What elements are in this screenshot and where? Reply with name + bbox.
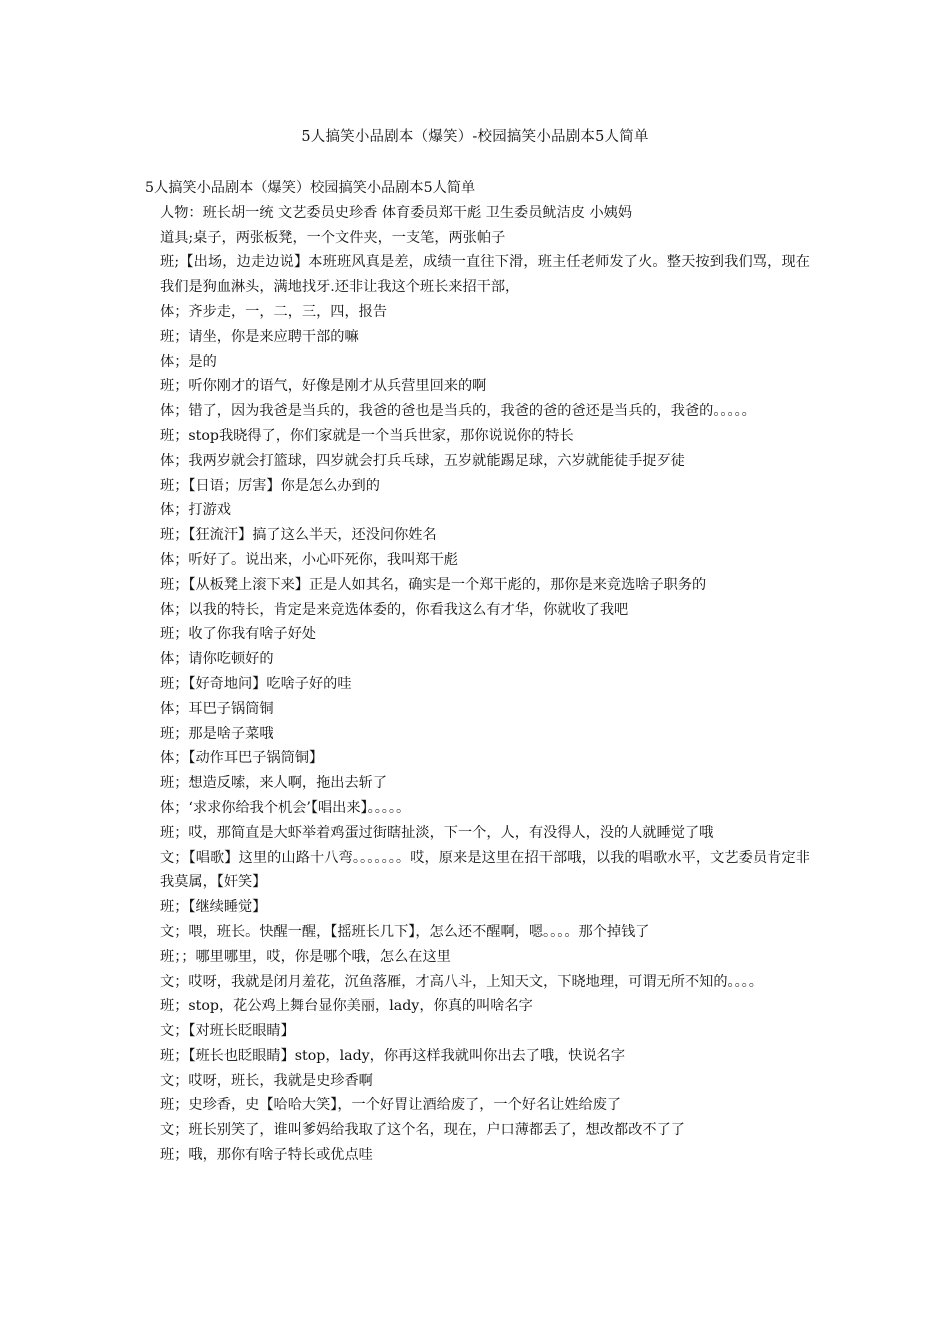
script-line: 文；【对班长眨眼睛】 <box>160 1023 295 1040</box>
script-line: 班；；哪里哪里，哎，你是哪个哦，怎么在这里 <box>160 948 451 965</box>
script-line: 班；哎，那简直是大虾举着鸡蛋过街瞎扯淡，下一个，人，有没得人，没的人就睡觉了哦 <box>160 824 714 841</box>
script-line: 文；喂，班长。快醒一醒，【摇班长几下】，怎么还不醒啊，嗯。。。。那个掉钱了 <box>160 923 650 940</box>
script-line: 体；请你吃顿好的 <box>160 651 274 668</box>
script-line: 体；【动作耳巴子锅筒铜】 <box>160 750 324 767</box>
script-line: 体；打游戏 <box>160 502 231 519</box>
script-line: 班；史珍香，史【哈哈大笑】，一个好胃让酒给废了，一个好名让姓给废了 <box>160 1097 622 1114</box>
script-line: 道具;桌子，两张板凳，一个文件夹，一支笔，两张帕子 <box>160 229 506 246</box>
script-line: 班；【从板凳上滚下来】正是人如其名，确实是一个郑干彪的，那你是来竞选啥子职务的 <box>160 576 707 593</box>
script-line: 班；收了你我有啥子好处 <box>160 626 317 643</box>
script-line: 体；错了，因为我爸是当兵的，我爸的爸也是当兵的，我爸的爸的爸还是当兵的，我爸的。。。。。 <box>160 403 756 420</box>
script-line: 体；是的 <box>160 353 217 370</box>
script-line: 班；【日语；厉害】你是怎么办到的 <box>160 477 380 494</box>
script-line: 班；【好奇地问】吃啥子好的哇 <box>160 675 352 692</box>
script-line: 班;【出场，边走边说】本班班风真是差，成绩一直往下滑，班主任老师发了火。整天按到我们骂，现在我们是狗血淋头，满地找牙.还非让我这个班长来招干部， <box>160 254 810 296</box>
script-line: 文；哎呀，班长，我就是史珍香啊 <box>160 1072 373 1089</box>
document-title: 5人搞笑小品剧本（爆笑）-校园搞笑小品剧本5人简单 <box>301 129 649 145</box>
script-line: 体；听好了。说出来，小心吓死你，我叫郑干彪 <box>160 551 458 568</box>
script-line: 文；班长别笑了，谁叫爹妈给我取了这个名，现在，户口薄都丢了，想改都改不了了 <box>160 1122 685 1139</box>
script-line: 班；请坐，你是来应聘干部的嘛 <box>160 328 359 345</box>
script-line: 文；哎呀，我就是闭月羞花，沉鱼落雁，才高八斗，上知天文，下晓地理，可谓无所不知的。。。。 <box>160 973 763 990</box>
script-line: 体；我两岁就会打篮球，四岁就会打兵乓球，五岁就能踢足球，六岁就能徒手捉歹徒 <box>160 452 685 469</box>
script-line: 体；‘求求你给我个机会’【唱出来】。。。。。 <box>160 799 411 816</box>
section-heading: 5人搞笑小品剧本（爆笑）校园搞笑小品剧本5人简单 <box>145 180 476 196</box>
script-line: 班；【狂流汗】搞了这么半天，还没问你姓名 <box>160 527 437 544</box>
script-line: 体；耳巴子锅筒铜 <box>160 700 274 717</box>
script-line: 班；想造反嗦，来人啊，拖出去斩了 <box>160 775 388 792</box>
script-line: 班；stop我晓得了，你们家就是一个当兵世家，那你说说你的特长 <box>160 427 574 444</box>
script-line: 班；stop，花公鸡上舞台显你美丽，lady，你真的叫啥名字 <box>160 998 533 1015</box>
script-line: 班；【班长也眨眼睛】stop，lady，你再这样我就叫你出去了哦，快说名字 <box>160 1047 626 1064</box>
script-line: 班；那是啥子菜哦 <box>160 725 274 742</box>
document-body <box>145 176 810 1168</box>
script-line: 班；哦，那你有啥子特长或优点哇 <box>160 1147 373 1164</box>
script-line: 文；【唱歌】这里的山路十八弯。。。。。。。哎，原来是这里在招干部哦，以我的唱歌水平，文艺委员肯定非我莫属，【奸笑】 <box>160 849 810 891</box>
script-line: 人物：班长胡一统 文艺委员史珍香 体育委员郑干彪 卫生委员鱿洁皮 小姨妈 <box>160 204 633 221</box>
script-line: 班；【继续睡觉】 <box>160 899 267 916</box>
script-line: 班；听你刚才的语气，好像是刚才从兵营里回来的啊 <box>160 378 487 395</box>
script-line: 体；齐步走，一，二，三，四，报告 <box>160 303 388 320</box>
script-line: 体；以我的特长，肯定是来竞选体委的，你看我这么有才华，你就收了我吧 <box>160 601 629 618</box>
